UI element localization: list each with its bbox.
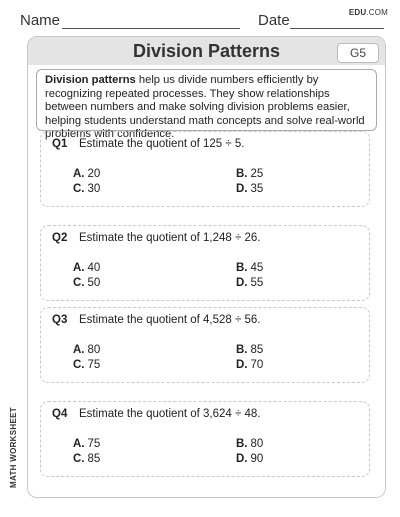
brand-edu: EDU [348,8,367,17]
question-number: Q3 [52,314,68,326]
option-d[interactable]: D. 35 [236,183,264,195]
intro-bold: Division patterns [45,74,136,86]
option-b[interactable]: B. 25 [236,168,264,180]
option-c[interactable]: C. 30 [73,183,101,195]
option-c[interactable]: C. 75 [73,359,101,371]
question-number: Q4 [52,408,68,420]
option-d[interactable]: D. 55 [236,277,264,289]
name-line[interactable] [62,28,240,29]
question-card [40,131,370,207]
option-c[interactable]: C. 50 [73,277,101,289]
option-a[interactable]: A. 40 [73,262,101,274]
question-text: Estimate the quotient of 125 ÷ 5. [79,138,245,150]
question-card [40,307,370,383]
option-a[interactable]: A. 75 [73,438,101,450]
option-b[interactable]: B. 45 [236,262,264,274]
question-number: Q1 [52,138,68,150]
option-c[interactable]: C. 85 [73,453,101,465]
brand-logo [349,8,388,17]
worksheet-title: Division Patterns [132,41,281,61]
question-number: Q2 [52,232,68,244]
date-line[interactable] [290,28,384,29]
name-label: Name [20,12,61,29]
grade-badge: G5 [337,43,379,63]
title-bar [28,37,385,65]
intro-box [36,69,377,141]
option-a[interactable]: A. 80 [73,344,101,356]
intro-text: help us divide numbers efficiently by recognizing repeated processes. They show relationships between numbers and make solving division problems easier, helping students understand math concepts and solve real-world problems with confidence. [45,74,365,141]
option-d[interactable]: D. 70 [236,359,264,371]
brand-com: .COM [366,8,388,17]
side-label: MATH WORKSHEET [9,407,18,488]
question-text: Estimate the quotient of 1,248 ÷ 26. [79,232,261,244]
question-text: Estimate the quotient of 3,624 ÷ 48. [79,408,261,420]
date-label: Date [258,12,290,29]
option-d[interactable]: D. 90 [236,453,264,465]
question-card [40,401,370,477]
question-text: Estimate the quotient of 4,528 ÷ 56. [79,314,261,326]
option-a[interactable]: A. 20 [73,168,101,180]
option-b[interactable]: B. 80 [236,438,264,450]
question-card [40,225,370,301]
option-b[interactable]: B. 85 [236,344,264,356]
worksheet-frame [27,36,386,498]
